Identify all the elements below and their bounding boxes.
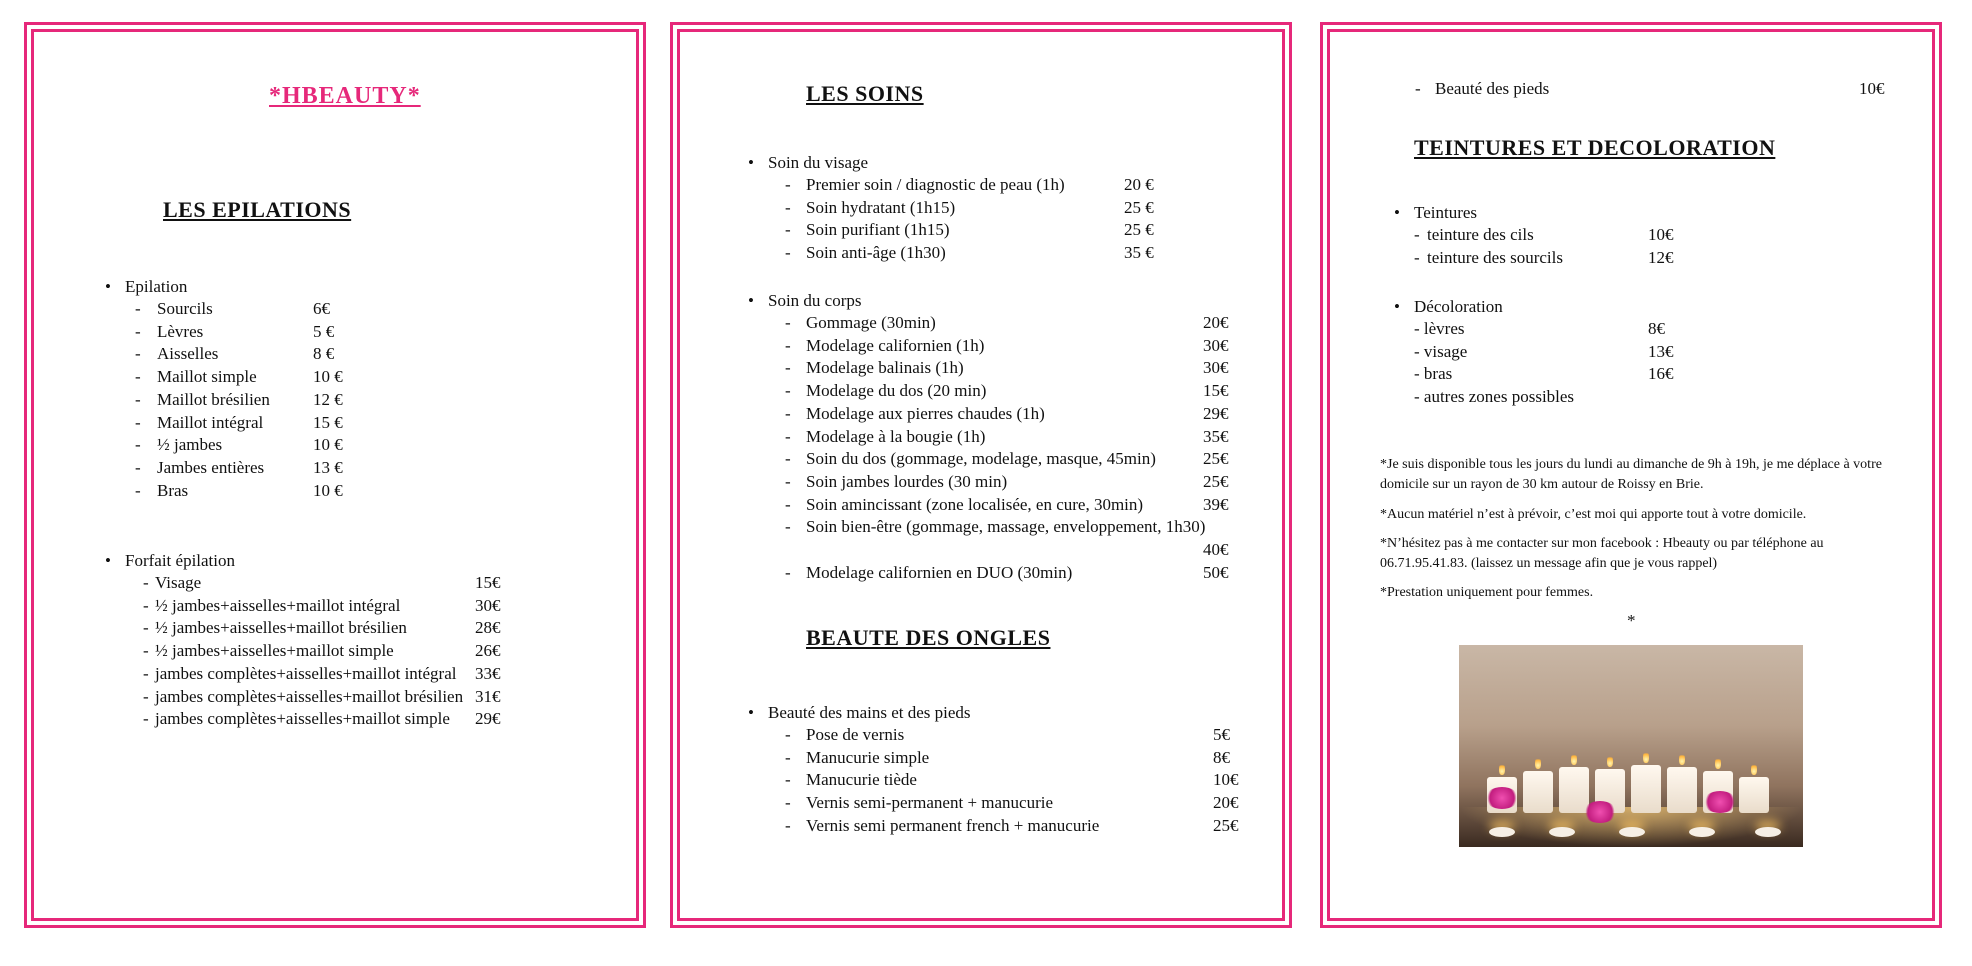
item-label: - Vernis semi-permanent + manucurie [785,793,1054,813]
item-label: - teinture des sourcils [1414,247,1563,267]
item-price: 25€ [1213,815,1239,835]
list-title-decoloration: • Décoloration [1414,295,1503,318]
item-label: Beauté des pieds [1435,79,1550,98]
item-label: - Modelage aux pierres chaudes (1h) [785,403,1045,423]
item-price: 10 € [313,480,343,500]
item-label: - bras [1414,364,1453,384]
section-heading-ongles: BEAUTE DES ONGLES [806,625,1051,650]
item-label: - ½ jambes+aisselles+maillot brésilien [143,618,407,638]
item-price: 13 € [313,457,343,477]
list-title-corps: • Soin du corps [768,289,862,312]
item-label: - ½ jambes+aisselles+maillot intégral [143,595,401,615]
item-price: 25€ [1203,471,1229,491]
brochure-panel-epilations [24,22,646,928]
list-title-epilation: • Epilation [125,275,187,298]
section-heading-teintures: TEINTURES ET DECOLORATION [1414,135,1776,160]
item-label: - Vernis semi permanent french + manucurie [785,815,1100,835]
info-note: *Aucun matériel n’est à prévoir, c’est moi qui apporte tout à votre domicile. [1380,507,1807,522]
item-label: - Pose de vernis [785,725,905,744]
item-label: - lèvres [1414,319,1465,338]
item-label: - ½ jambes+aisselles+maillot simple [143,641,394,661]
candles-photo [1459,645,1803,847]
item-label: - Soin amincissant (zone localisée, en cure, 30min) [785,494,1144,514]
item-label: - Manucurie tiède [785,770,917,790]
item-label: - Maillot brésilien [135,389,270,409]
list-title-ongles: • Beauté des mains et des pieds [768,701,971,724]
item-label: - Maillot intégral [135,412,264,432]
item-price: 10 € [313,367,343,387]
item-label: - Soin jambes lourdes (30 min) [785,471,1008,491]
item-price: 25 € [1124,197,1154,217]
item-label: - Soin purifiant (1h15) [785,220,950,240]
item-price: 33€ [475,663,501,683]
item-price: 29€ [475,709,501,729]
item-price: 26€ [475,641,501,661]
item-label: - Soin hydratant (1h15) [785,197,956,217]
item-price: 20€ [1203,313,1229,332]
item-price: 25 € [1124,220,1154,240]
item-label: - Visage [143,573,202,592]
item-price: 15€ [1203,381,1229,401]
item-price: 12 € [313,389,343,409]
item-price: 8€ [1648,319,1665,338]
item-price: 13€ [1648,341,1674,361]
item-label: - Sourcils [135,299,213,318]
item-price: 50€ [1203,562,1229,582]
item-price: 10€ [1859,79,1885,98]
item-price: 6€ [313,299,330,318]
item-label: - Gommage (30min) [785,313,936,332]
item-price: 12€ [1648,247,1674,267]
info-note: *Je suis disponible tous les jours du lundi au dimanche de 9h à 19h, je me déplace à votre domicile sur un rayon de 30 km autour de Roissy en Brie. [1380,457,1882,492]
item-label: - Lèvres [135,321,204,341]
list-title-forfait: • Forfait épilation [125,549,235,572]
item-label: - jambes complètes+aisselles+maillot simple [143,709,450,729]
item-price: 15 € [313,412,343,432]
item-label: - Soin anti-âge (1h30) [785,243,946,263]
list-item-pieds: - Beauté des pieds [1415,79,1550,98]
info-note: *N’hésitez pas à me contacter sur mon facebook : Hbeauty ou par téléphone au 06.71.95.41.83. (laissez un message afin que je vous rappel) [1380,536,1824,571]
item-label: - teinture des cils [1414,225,1534,244]
item-price: 35 € [1124,243,1154,263]
item-price: 5€ [1213,725,1230,744]
item-price: 35€ [1203,426,1229,446]
section-heading-soins: LES SOINS [806,81,924,106]
item-label: - Jambes entières [135,457,265,477]
item-price: 10€ [1213,770,1239,790]
item-label: - jambes complètes+aisselles+maillot intégral [143,663,457,683]
item-price: 10 € [313,435,343,455]
info-note: *Prestation uniquement pour femmes. [1380,585,1594,600]
item-label: - Modelage balinais (1h) [785,358,964,378]
item-price: 31€ [475,686,501,706]
decorative-star: * [1627,611,1636,630]
list-title-teintures: • Teintures [1414,201,1477,224]
item-price: 10€ [1648,225,1674,244]
item-label: - jambes complètes+aisselles+maillot brésilien [143,686,464,706]
item-label: - autres zones possibles [1414,387,1575,407]
item-price: 30€ [475,595,501,615]
item-label: - Maillot simple [135,367,257,387]
item-label: - Manucurie simple [785,747,930,767]
item-price: 15€ [475,573,501,592]
item-price: 39€ [1203,494,1229,514]
item-price: 8 € [313,344,335,364]
list-title-visage: • Soin du visage [768,151,868,174]
item-price: 5 € [313,321,335,341]
item-label: - Modelage californien en DUO (30min) [785,562,1073,582]
item-label: - Modelage à la bougie (1h) [785,426,986,446]
item-price: 40€ [1203,540,1229,559]
item-label: - Aisselles [135,344,219,364]
section-heading-epilations: LES EPILATIONS [163,197,352,222]
brochure-panel-teintures [1320,22,1942,928]
item-label: - Bras [135,480,189,500]
item-price: 20 € [1124,175,1154,194]
item-label: - Soin bien-être (gommage, massage, enveloppement, 1h30) [785,517,1206,537]
item-label: - ½ jambes [135,435,223,455]
item-price: 29€ [1203,403,1229,423]
brand-logo: *HBEAUTY* [269,83,421,109]
item-price: 30€ [1203,335,1229,355]
brochure-panel-soins [670,22,1292,928]
item-price: 28€ [475,618,501,638]
item-label: - Soin du dos (gommage, modelage, masque, 45min) [785,449,1156,469]
item-price: 25€ [1203,449,1229,469]
item-label: - Premier soin / diagnostic de peau (1h) [785,175,1065,194]
item-label: - Modelage du dos (20 min) [785,381,987,401]
item-label: - Modelage californien (1h) [785,335,985,355]
item-label: - visage [1414,341,1468,361]
item-price: 8€ [1213,747,1230,767]
item-price: 30€ [1203,358,1229,378]
item-price: 16€ [1648,364,1674,384]
item-price: 20€ [1213,793,1239,813]
